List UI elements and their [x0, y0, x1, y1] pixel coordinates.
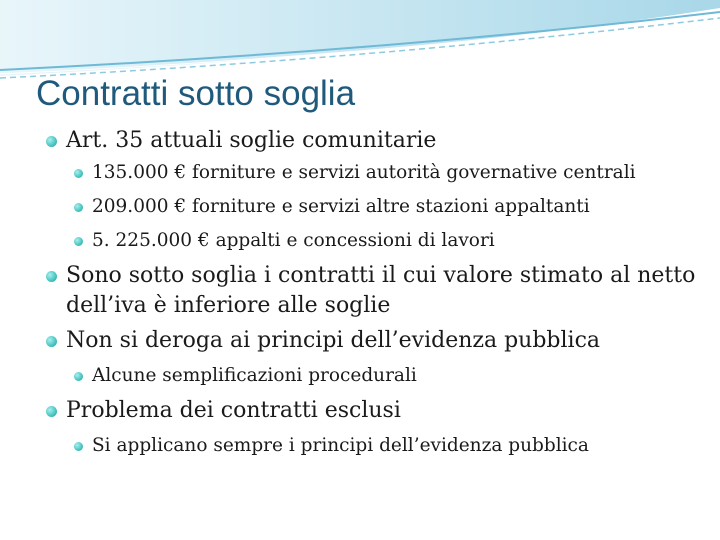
sub-bullet-item	[46, 195, 706, 219]
header-decoration	[0, 0, 720, 80]
sub-bullet-item	[46, 364, 706, 388]
bullet-text: Problema dei contratti esclusi	[66, 398, 401, 423]
bullet-dot-icon	[46, 336, 57, 347]
bullet-text: 209.000 € forniture e servizi altre stazioni appaltanti	[92, 196, 590, 217]
sub-bullet-item	[46, 434, 706, 458]
bullet-dot-icon	[74, 203, 83, 212]
bullet-list	[46, 126, 706, 468]
bullet-item	[46, 326, 706, 356]
bullet-dot-icon	[46, 406, 57, 417]
bullet-text: Si applicano sempre i principi dell’evidenza pubblica	[92, 435, 589, 456]
bullet-item	[46, 261, 706, 321]
bullet-text: 135.000 € forniture e servizi autorità governative centrali	[92, 162, 636, 183]
bullet-dot-icon	[46, 136, 57, 147]
bullet-text: 5. 225.000 € appalti e concessioni di lavori	[92, 230, 495, 251]
bullet-text: Sono sotto soglia i contratti il cui valore stimato al netto dell’iva è inferiore alle soglie	[66, 263, 696, 318]
bullet-text: Non si deroga ai principi dell’evidenza pubblica	[66, 328, 601, 353]
bullet-dot-icon	[74, 169, 83, 178]
bullet-item	[46, 396, 706, 426]
sub-bullet-item	[46, 161, 706, 185]
bullet-dot-icon	[74, 442, 83, 451]
slide-title: Contratti sotto soglia	[36, 74, 356, 113]
bullet-text: Alcune semplificazioni procedurali	[92, 365, 417, 386]
bullet-dot-icon	[74, 372, 83, 381]
bullet-text: Art. 35 attuali soglie comunitarie	[66, 128, 437, 153]
bullet-dot-icon	[74, 237, 83, 246]
bullet-item	[46, 126, 706, 156]
bullet-dot-icon	[46, 271, 57, 282]
sub-bullet-item	[46, 229, 706, 253]
